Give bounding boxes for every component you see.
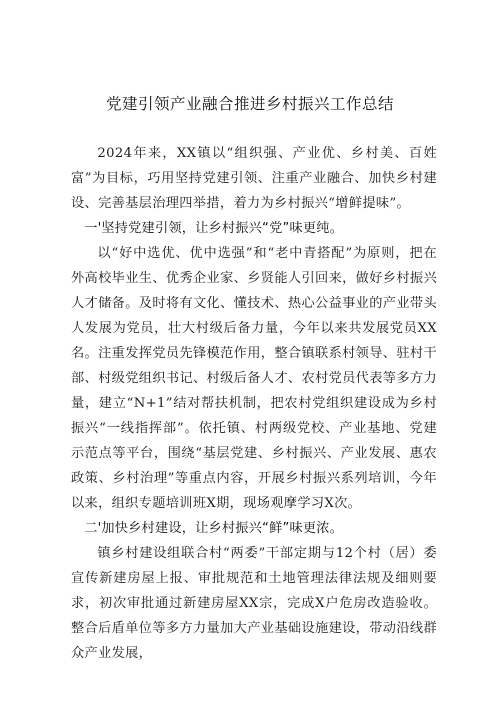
section-2-body: 镇乡村建设组联合村“两委”干部定期与12个村（居）委宣传新建房屋上报、审批规范和土地管理法律法规及细则要求，初次审批通过新建房屋XX宗，完成X户危房改造验收。整合后盾单位等多方力量加大产业基础设施建设，带动沿线群众产业发展，	[71, 546, 437, 661]
intro-paragraph: 2024年来，XX镇以“组织强、产业优、乡村美、百姓富”为目标，巧用坚持党建引领、注重产业融合、加快乡村建设、完善基层治理四举措，着力为乡村振兴“增鲜提味”。	[71, 146, 437, 211]
document-body	[71, 141, 437, 666]
section-1-heading: 一'坚持党建引领，让乡村振兴“党”味更纯。	[84, 221, 344, 236]
document-title: 党建引领产业融合推进乡村振兴工作总结	[105, 95, 394, 113]
section-1-body: 以“好中选优、优中选强”和“老中青搭配”为原则，把在外高校毕业生、优秀企业家、乡贤能人引回来，做好乡村振兴人才储备。及时将有文化、懂技术、热心公益事业的产业带头人发展为党员，壮大村级后备力量，今年以来共发展党员XX名。注重发挥党员先锋模范作用，整合镇联系村领导、驻村干部、村级党组织书记、村级后备人才、农村党员代表等多方力量，建立“N+1”结对帮扶机制，把农村党组织建设成为乡村振兴“一线指挥部”。依托镇、村两级党校、产业基地、党建示范点等平台，围绕“基层党建、乡村振兴、产业发展、惠农政策、乡村治理”等重点内容，开展乡村振兴系列培训，今年以来，组织专题培训班X期，现场观摩学习X次。	[71, 246, 437, 511]
section-2-heading: 二'加快乡村建设，让乡村振兴“鲜”味更浓。	[84, 521, 344, 536]
